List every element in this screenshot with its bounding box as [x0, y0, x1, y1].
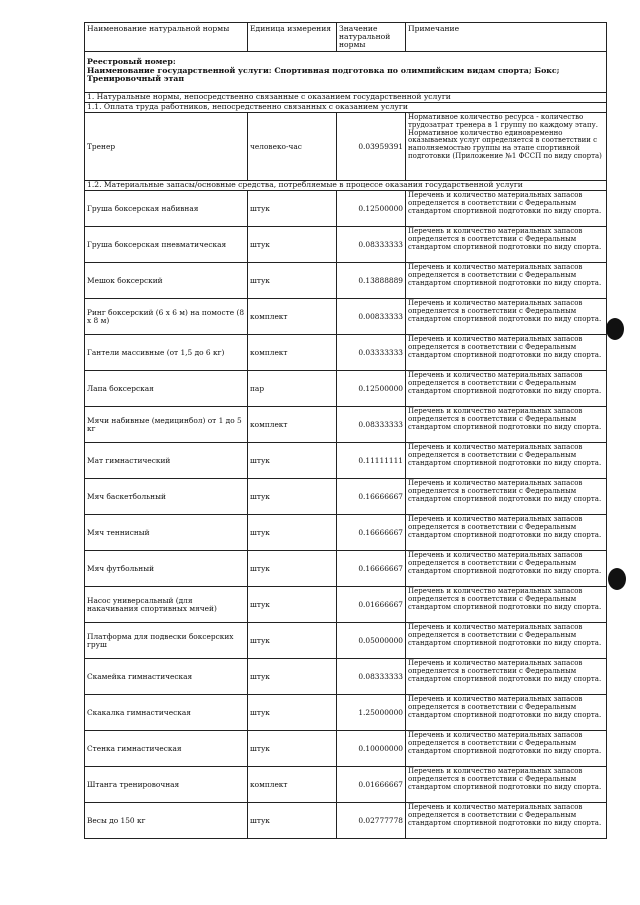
- norm-unit: штук: [248, 227, 337, 263]
- norm-note: Перечень и количество материальных запасов определяется в соответствии с Федеральным стандартом спортивной подготовки по виду спорта.: [406, 695, 607, 731]
- table-row: [85, 407, 607, 443]
- section-title: 1.2. Материальные запасы/основные средства, потребляемые в процессе оказания государственной услуги: [85, 181, 607, 191]
- norm-note: Перечень и количество материальных запасов определяется в соответствии с Федеральным стандартом спортивной подготовки по виду спорта.: [406, 587, 607, 623]
- section-title: 1.1. Оплата труда работников, непосредственно связанных с оказанием услуги: [85, 103, 607, 113]
- registry-number: Реестровый номер:: [87, 57, 176, 66]
- norm-note: Перечень и количество материальных запасов определяется в соответствии с Федеральным стандартом спортивной подготовки по виду спорта.: [406, 803, 607, 839]
- section-row: [85, 181, 607, 191]
- table-row: [85, 479, 607, 515]
- scan-mark: [606, 318, 624, 340]
- norm-note: Перечень и количество материальных запасов определяется в соответствии с Федеральным стандартом спортивной подготовки по виду спорта.: [406, 767, 607, 803]
- norm-name: Груша боксерская пневматическая: [85, 227, 248, 263]
- norm-value: 0.13888889: [337, 263, 406, 299]
- norm-unit: комплект: [248, 299, 337, 335]
- norm-unit: штук: [248, 263, 337, 299]
- norm-value: 0.10000000: [337, 731, 406, 767]
- table-row: [85, 263, 607, 299]
- table-row: [85, 113, 607, 181]
- section-title: 1. Натуральные нормы, непосредственно связанные с оказанием государственной услуги: [85, 93, 607, 103]
- norm-unit: комплект: [248, 335, 337, 371]
- norm-note: Перечень и количество материальных запасов определяется в соответствии с Федеральным стандартом спортивной подготовки по виду спорта.: [406, 623, 607, 659]
- table-row: [85, 695, 607, 731]
- norm-value: 0.16666667: [337, 551, 406, 587]
- norm-name: Весы до 150 кг: [85, 803, 248, 839]
- norm-value: 0.08333333: [337, 227, 406, 263]
- norm-value: 0.00833333: [337, 299, 406, 335]
- table-row: [85, 659, 607, 695]
- norm-name: Мяч футбольный: [85, 551, 248, 587]
- norm-unit: штук: [248, 587, 337, 623]
- document-page: [84, 22, 606, 839]
- table-row: [85, 227, 607, 263]
- norm-note: Перечень и количество материальных запасов определяется в соответствии с Федеральным стандартом спортивной подготовки по виду спорта.: [406, 371, 607, 407]
- norm-value: 0.16666667: [337, 515, 406, 551]
- norm-note: Перечень и количество материальных запасов определяется в соответствии с Федеральным стандартом спортивной подготовки по виду спорта.: [406, 551, 607, 587]
- norm-unit: штук: [248, 551, 337, 587]
- table-row: [85, 623, 607, 659]
- norm-name: Гантели массивные (от 1,5 до 6 кг): [85, 335, 248, 371]
- norm-value: 0.12500000: [337, 371, 406, 407]
- norm-value: 0.03959391: [337, 113, 406, 181]
- norm-unit: комплект: [248, 767, 337, 803]
- section-row: [85, 103, 607, 113]
- norm-unit: штук: [248, 443, 337, 479]
- norm-value: 0.02777778: [337, 803, 406, 839]
- norm-name: Платформа для подвески боксерских груш: [85, 623, 248, 659]
- norm-unit: штук: [248, 659, 337, 695]
- norm-name: Скакалка гимнастическая: [85, 695, 248, 731]
- norm-value: 0.08333333: [337, 659, 406, 695]
- norm-note: Нормативное количество ресурса - количество трудозатрат тренера в 1 группу по каждому этапу. Нормативное количество единовременно оказываемых услуг определяется в соответствии с наполняемостью группы на этапе спортивной подготовки (Приложение №1 ФССП по виду спорта): [406, 113, 607, 181]
- norm-unit: штук: [248, 731, 337, 767]
- header-unit: Единица измерения: [248, 23, 337, 52]
- service-name: Наименование государственной услуги: Спортивная подготовка по олимпийским видам спорта; Бокс; Тренировочный этап: [87, 65, 560, 84]
- norm-name: Скамейка гимнастическая: [85, 659, 248, 695]
- table-row: [85, 299, 607, 335]
- norm-value: 0.01666667: [337, 587, 406, 623]
- norm-unit: штук: [248, 695, 337, 731]
- norm-note: Перечень и количество материальных запасов определяется в соответствии с Федеральным стандартом спортивной подготовки по виду спорта.: [406, 659, 607, 695]
- norm-name: Штанга тренировочная: [85, 767, 248, 803]
- norm-name: Тренер: [85, 113, 248, 181]
- norm-name: Насос универсальный (для накачивания спортивных мячей): [85, 587, 248, 623]
- norm-note: Перечень и количество материальных запасов определяется в соответствии с Федеральным стандартом спортивной подготовки по виду спорта.: [406, 515, 607, 551]
- header-name: Наименование натуральной нормы: [85, 23, 248, 52]
- norm-unit: человеко-час: [248, 113, 337, 181]
- norms-table: [84, 22, 607, 839]
- table-row: [85, 371, 607, 407]
- norm-unit: штук: [248, 479, 337, 515]
- norm-note: Перечень и количество материальных запасов определяется в соответствии с Федеральным стандартом спортивной подготовки по виду спорта.: [406, 335, 607, 371]
- section-row: [85, 93, 607, 103]
- norm-note: Перечень и количество материальных запасов определяется в соответствии с Федеральным стандартом спортивной подготовки по виду спорта.: [406, 479, 607, 515]
- norm-note: Перечень и количество материальных запасов определяется в соответствии с Федеральным стандартом спортивной подготовки по виду спорта.: [406, 191, 607, 227]
- header-row: [85, 23, 607, 52]
- norm-value: 0.03333333: [337, 335, 406, 371]
- norm-value: 0.01666667: [337, 767, 406, 803]
- norm-value: 0.16666667: [337, 479, 406, 515]
- norm-name: Ринг боксерский (6 x 6 м) на помосте (8 x 8 м): [85, 299, 248, 335]
- norm-name: Мяч теннисный: [85, 515, 248, 551]
- norm-name: Мячи набивные (медицинбол) от 1 до 5 кг: [85, 407, 248, 443]
- norm-note: Перечень и количество материальных запасов определяется в соответствии с Федеральным стандартом спортивной подготовки по виду спорта.: [406, 407, 607, 443]
- norm-unit: штук: [248, 515, 337, 551]
- table-row: [85, 803, 607, 839]
- norm-value: 0.08333333: [337, 407, 406, 443]
- header-value: Значение натуральной нормы: [337, 23, 406, 52]
- table-row: [85, 551, 607, 587]
- norm-note: Перечень и количество материальных запасов определяется в соответствии с Федеральным стандартом спортивной подготовки по виду спорта.: [406, 263, 607, 299]
- registry-cell: [85, 52, 607, 93]
- table-row: [85, 731, 607, 767]
- norm-note: Перечень и количество материальных запасов определяется в соответствии с Федеральным стандартом спортивной подготовки по виду спорта.: [406, 299, 607, 335]
- registry-row: [85, 52, 607, 93]
- norm-name: Мешок боксерский: [85, 263, 248, 299]
- norm-unit: пар: [248, 371, 337, 407]
- table-row: [85, 335, 607, 371]
- norm-unit: комплект: [248, 407, 337, 443]
- scan-mark: [608, 568, 626, 590]
- table-row: [85, 443, 607, 479]
- norm-name: Лапа боксерская: [85, 371, 248, 407]
- table-row: [85, 587, 607, 623]
- norm-note: Перечень и количество материальных запасов определяется в соответствии с Федеральным стандартом спортивной подготовки по виду спорта.: [406, 731, 607, 767]
- norm-value: 1.25000000: [337, 695, 406, 731]
- norm-name: Мяч баскетбольный: [85, 479, 248, 515]
- norm-value: 0.12500000: [337, 191, 406, 227]
- norm-unit: штук: [248, 623, 337, 659]
- norm-name: Стенка гимнастическая: [85, 731, 248, 767]
- header-note: Примечание: [406, 23, 607, 52]
- norm-unit: штук: [248, 803, 337, 839]
- table-row: [85, 767, 607, 803]
- norm-name: Груша боксерская набивная: [85, 191, 248, 227]
- norm-value: 0.11111111: [337, 443, 406, 479]
- norm-name: Мат гимнастический: [85, 443, 248, 479]
- norm-unit: штук: [248, 191, 337, 227]
- norm-value: 0.05000000: [337, 623, 406, 659]
- norm-note: Перечень и количество материальных запасов определяется в соответствии с Федеральным стандартом спортивной подготовки по виду спорта.: [406, 227, 607, 263]
- table-row: [85, 191, 607, 227]
- table-row: [85, 515, 607, 551]
- norm-note: Перечень и количество материальных запасов определяется в соответствии с Федеральным стандартом спортивной подготовки по виду спорта.: [406, 443, 607, 479]
